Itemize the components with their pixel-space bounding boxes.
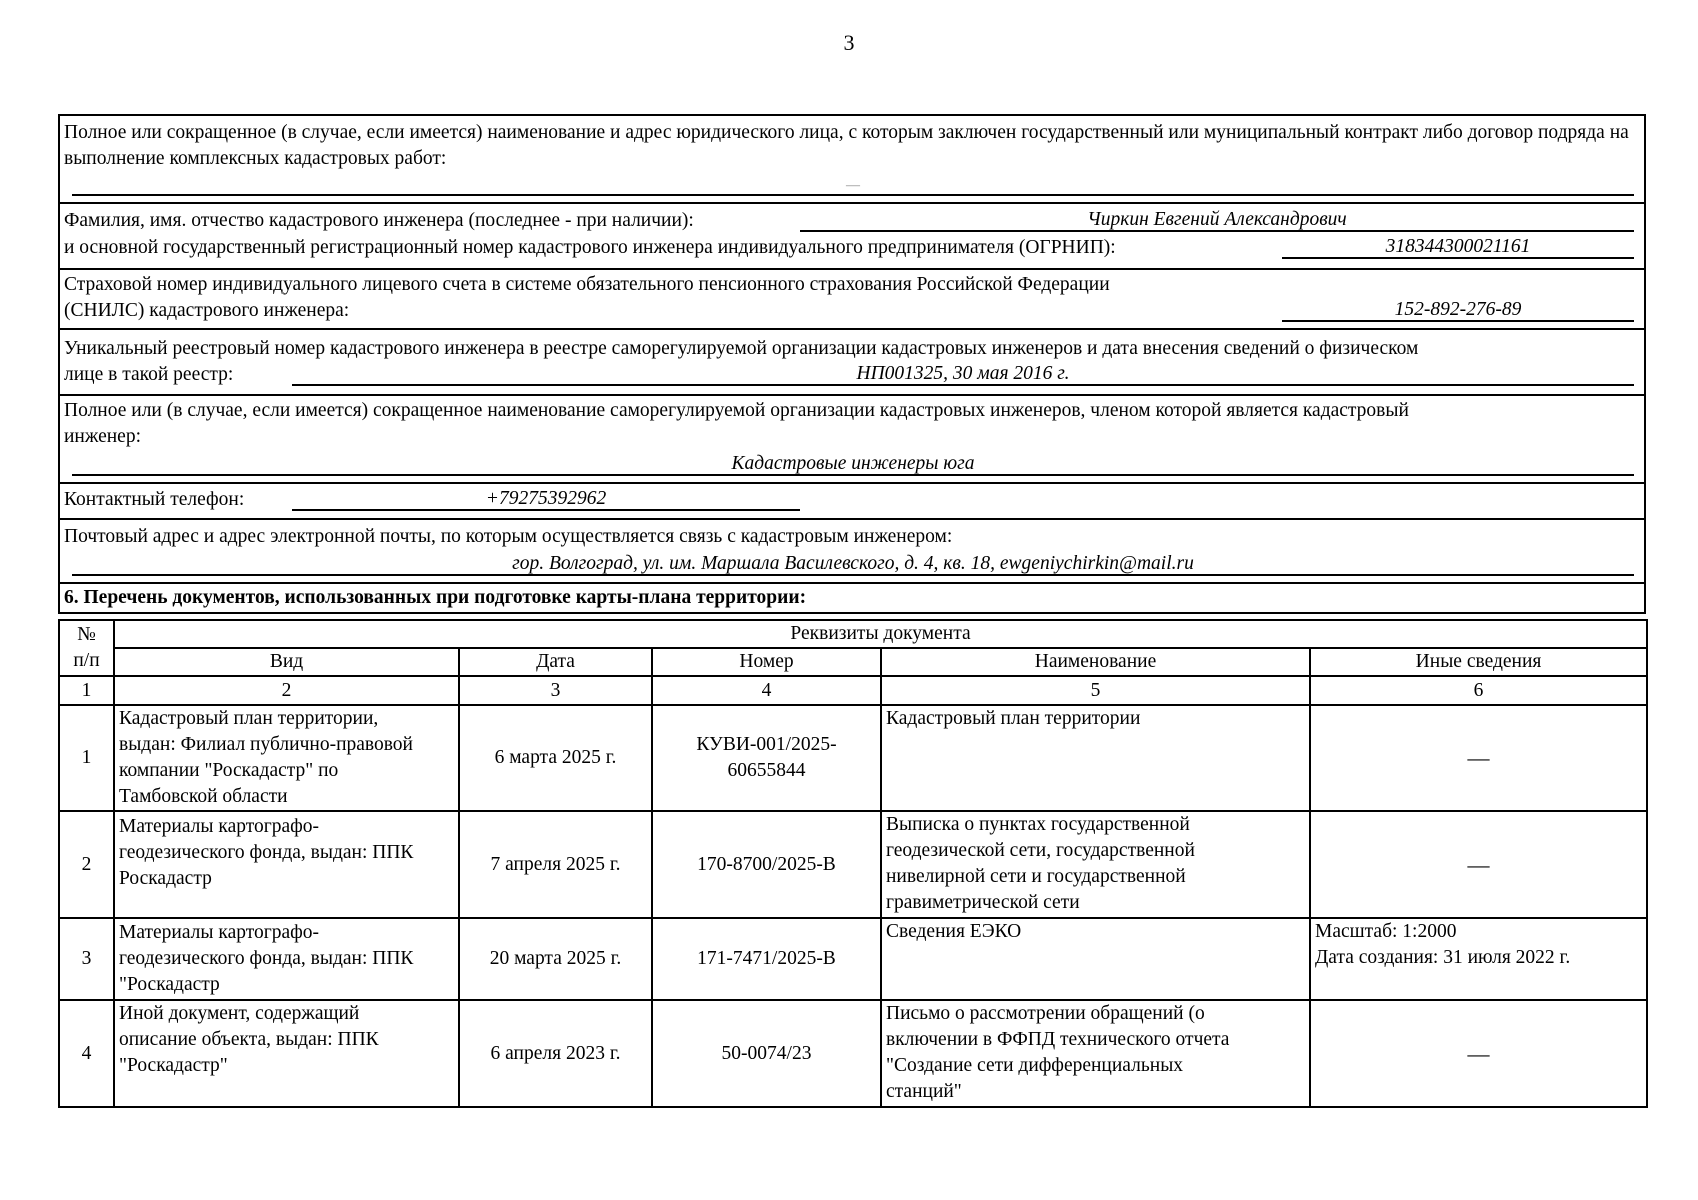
table-row — [59, 705, 1647, 811]
group-header: Реквизиты документа — [114, 620, 1647, 648]
row-number: 50-0074/23 — [652, 1000, 881, 1107]
col-index: 3 — [459, 676, 652, 705]
snils-label-line1: Страховой номер индивидуального лицевого счета в системе обязательного пенсионного страхования Российской Федерации — [64, 274, 1110, 295]
row-num: 4 — [59, 1000, 114, 1107]
row-num: 2 — [59, 811, 114, 918]
col-num-header: № п/п — [59, 620, 114, 676]
row-number: 171-7471/2025-В — [652, 918, 881, 1000]
row-other: — — [1310, 1000, 1647, 1107]
section6-title-bar — [60, 584, 1644, 614]
row-other: Масштаб: 1:2000 Дата создания: 31 июля 2022 г. — [1310, 918, 1647, 1000]
snils-section — [60, 270, 1644, 330]
sro-label-line1: Полное или (в случае, если имеется) сокращенное наименование саморегулируемой организации кадастровых инженеров, членом которой является кадастровый — [64, 400, 1409, 421]
contractor-label: Полное или сокращенное (в случае, если имеется) наименование и адрес юридического лица, с которым заключен государственный или муниципальный контракт либо договор подряда на выполнение комплексных кадастровых работ: — [64, 122, 1629, 169]
table-row — [59, 1000, 1647, 1107]
row-name: Сведения ЕЭКО — [881, 918, 1310, 1000]
ogrnip-value: 318344300021161 — [1282, 237, 1634, 259]
col-index: 4 — [652, 676, 881, 705]
contractor-value: — — [846, 178, 860, 193]
row-num: 1 — [59, 705, 114, 811]
documents-table — [58, 619, 1648, 1108]
row-number: 170-8700/2025-В — [652, 811, 881, 918]
sro-value: Кадастровые инженеры юга — [72, 454, 1634, 476]
row-name: Выписка о пунктах государственной геодезической сети, государственной нивелирной сети и государственной гравиметрической сети — [881, 811, 1310, 918]
snils-value: 152-892-276-89 — [1282, 300, 1634, 322]
phone-value: +79275392962 — [292, 489, 800, 511]
phone-label: Контактный телефон: — [64, 489, 245, 510]
col-other-header: Иные сведения — [1310, 648, 1647, 676]
page-number: 3 — [843, 30, 855, 55]
row-other: — — [1310, 705, 1647, 811]
col-name-header: Наименование — [881, 648, 1310, 676]
row-date: 7 апреля 2025 г. — [459, 811, 652, 918]
row-number: КУВИ-001/2025- 60655844 — [652, 705, 881, 811]
contractor-value-line — [72, 174, 1634, 196]
table-header-row-1 — [59, 620, 1647, 648]
postal-section — [60, 520, 1644, 584]
phone-section — [60, 484, 1644, 520]
registry-label-line2: лице в такой реестр: — [64, 364, 234, 385]
engineer-section — [60, 204, 1644, 270]
row-date: 6 апреля 2023 г. — [459, 1000, 652, 1107]
section6-title: 6. Перечень документов, использованных при подготовке карты-плана территории: — [64, 587, 807, 608]
col-kind-header: Вид — [114, 648, 459, 676]
row-name: Кадастровый план территории — [881, 705, 1310, 811]
row-kind: Иной документ, содержащий описание объекта, выдан: ППК "Роскадастр" — [114, 1000, 459, 1107]
row-date: 20 марта 2025 г. — [459, 918, 652, 1000]
table-header-row-2 — [59, 648, 1647, 676]
row-date: 6 марта 2025 г. — [459, 705, 652, 811]
snils-label-line2: (СНИЛС) кадастрового инженера: — [64, 300, 350, 321]
col-number-header: Номер — [652, 648, 881, 676]
registry-value: НП001325, 30 мая 2016 г. — [292, 364, 1634, 386]
registry-label-line1: Уникальный реестровый номер кадастрового инженера в реестре саморегулируемой организации кадастровых инженеров и дата внесения сведений о физическом — [64, 338, 1419, 359]
table-row — [59, 811, 1647, 918]
column-index-row — [59, 676, 1647, 705]
row-num: 3 — [59, 918, 114, 1000]
engineer-name-value: Чиркин Евгений Александрович — [800, 210, 1634, 232]
engineer-name-label: Фамилия, имя. отчество кадастрового инженера (последнее - при наличии): — [64, 210, 694, 231]
ogrnip-label: и основной государственный регистрационный номер кадастрового инженера индивидуального предпринимателя (ОГРНИП): — [64, 237, 1116, 258]
postal-value: гор. Волгоград, ул. им. Маршала Василевского, д. 4, кв. 18, ewgeniychirkin@mail.ru — [72, 554, 1634, 576]
row-name: Письмо о рассмотрении обращений (о включении в ФФПД технического отчета "Создание сети дифференциальных станций" — [881, 1000, 1310, 1107]
row-other: — — [1310, 811, 1647, 918]
registry-section — [60, 330, 1644, 396]
col-index: 5 — [881, 676, 1310, 705]
col-index: 1 — [59, 676, 114, 705]
postal-label: Почтовый адрес и адрес электронной почты, по которым осуществляется связь с кадастровым инженером: — [64, 526, 953, 547]
sro-section — [60, 396, 1644, 484]
col-index: 2 — [114, 676, 459, 705]
contractor-section — [60, 116, 1644, 204]
sro-label-line2: инженер: — [64, 426, 142, 447]
row-kind: Кадастровый план территории, выдан: Филиал публично-правовой компании "Роскадастр" по Тамбовской области — [114, 705, 459, 811]
row-kind: Материалы картографо- геодезического фонда, выдан: ППК Роскадастр — [114, 811, 459, 918]
col-index: 6 — [1310, 676, 1647, 705]
col-date-header: Дата — [459, 648, 652, 676]
engineer-info-frame — [58, 114, 1646, 614]
row-kind: Материалы картографо- геодезического фонда, выдан: ППК "Роскадастр — [114, 918, 459, 1000]
table-row — [59, 918, 1647, 1000]
